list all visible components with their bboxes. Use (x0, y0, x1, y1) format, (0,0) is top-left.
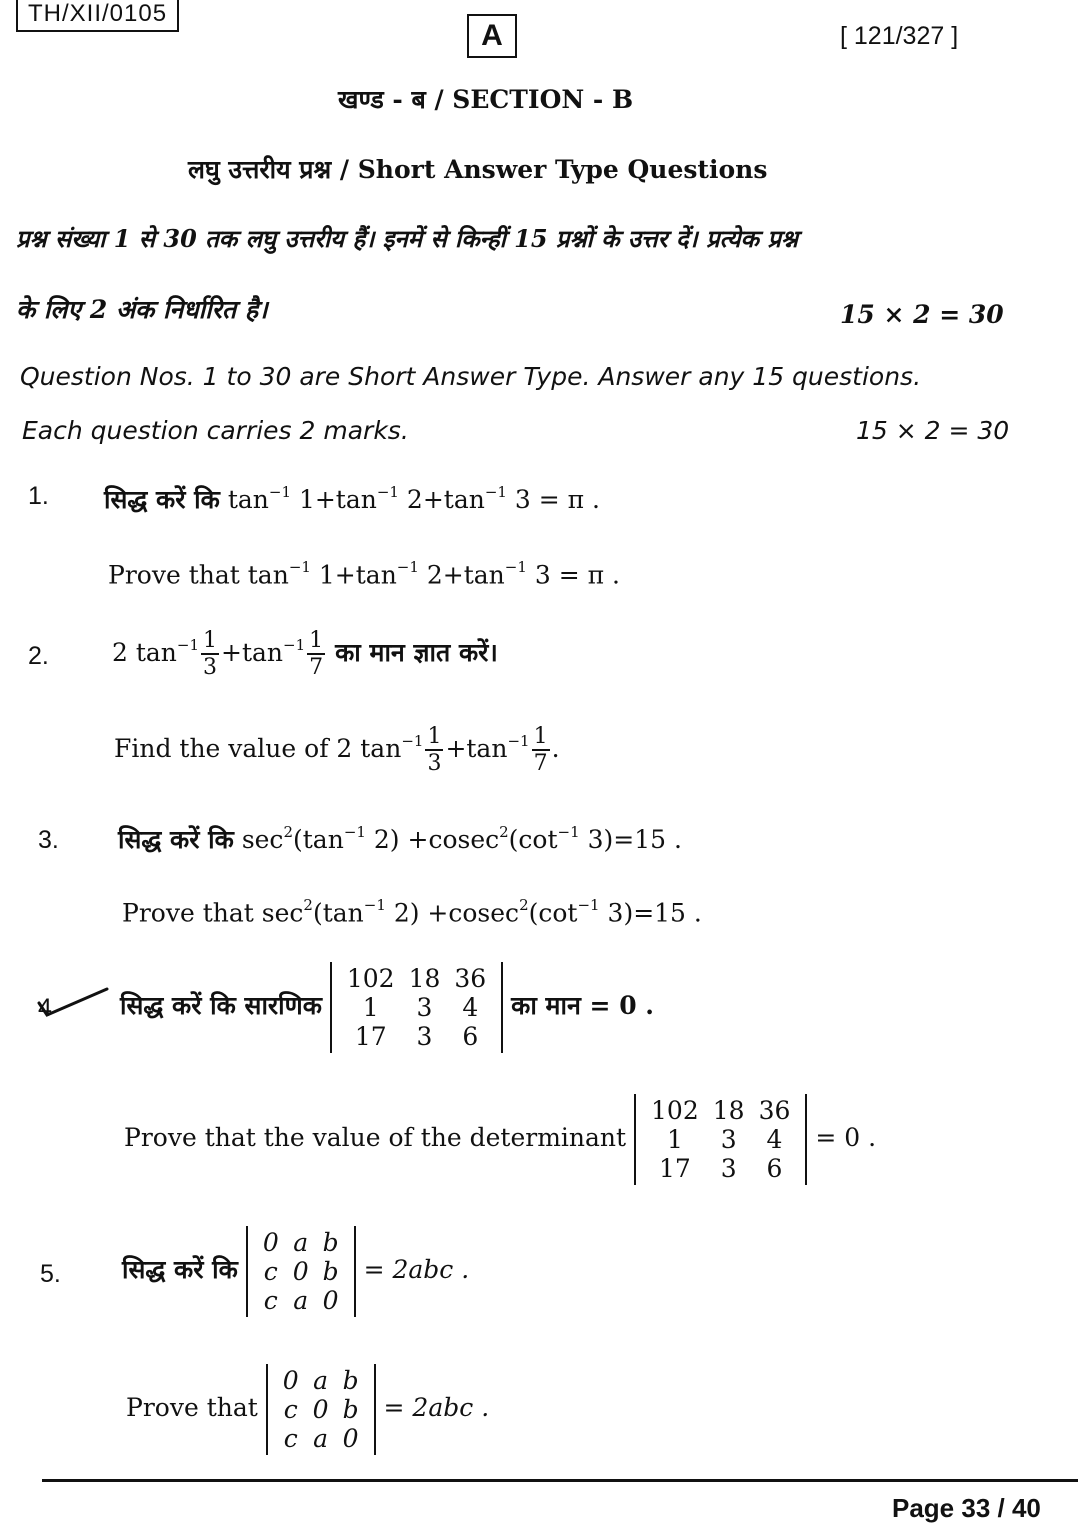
marks-english: 15 × 2 = 30 (856, 416, 1010, 445)
question-number: 3. (38, 826, 59, 854)
english-prefix: Prove that (108, 560, 240, 590)
fraction: $\frac{1}{3}$ (203, 628, 218, 680)
instruction-english-line1: Question Nos. 1 to 30 are Short Answer Type. Answer any 15 questions. (20, 362, 922, 391)
result: = 2abc . (363, 1255, 470, 1284)
question-number: 2. (28, 642, 49, 670)
question-4-hindi (120, 962, 654, 1053)
question-1-hindi: सिद्ध करें कि $\tan^{-1} 1+\tan^{-1}$ $2+\tan^{-1}$ 3 = π . (104, 482, 600, 514)
question-2-hindi: 2 $\tan^{-1}$ $\frac{1}{3}$ $+\tan^{-1}$ $\frac{1}{7}$ का मान ज्ञात करें। (112, 628, 498, 680)
question-1-english: Prove that $\tan^{-1} 1+\tan^{-1}$ $2+\tan^{-1}$ 3 = π . (108, 558, 620, 590)
marks-hindi: 15 × 2 = 30 (840, 300, 1004, 329)
fraction: $\frac{1}{3}$ (427, 724, 442, 776)
fraction: $\frac{1}{7}$ (309, 628, 324, 680)
english-prefix: Find the value of (114, 734, 329, 763)
english-prefix: Prove that (126, 1393, 258, 1422)
page-number: Page 33 / 40 (892, 1493, 1041, 1523)
sub-title: लघु उत्तरीय प्रश्न / Short Answer Type Questions (188, 155, 768, 184)
question-number: 5. (40, 1260, 61, 1288)
determinant: 102 18 36 1 3 4 17 3 6 (330, 962, 503, 1053)
english-prefix: Prove that the value of the determinant (124, 1123, 627, 1152)
question-number: 1. (28, 482, 49, 510)
english-prefix: Prove that (122, 898, 254, 928)
question-number: 4 (38, 994, 52, 1022)
hindi-suffix: का मान ज्ञात करें। (335, 638, 498, 667)
english-suffix: = 0 . (815, 1123, 877, 1152)
instruction-english-line2: Each question carries 2 marks. (22, 416, 409, 445)
hindi-prefix: सिद्ध करें कि (122, 1255, 238, 1284)
question-5-english (126, 1364, 489, 1455)
footer-divider (42, 1479, 1078, 1482)
determinant: 0 a b c 0 b c a 0 (246, 1226, 356, 1317)
instruction-hindi-line1: प्रश्न संख्या 1 से 30 तक लघु उत्तरीय हैं। इनमें से किन्हीं 15 प्रश्नों के उत्तर दें। प्रत्येक प्रश्न (16, 224, 798, 253)
hindi-prefix: सिद्ध करें कि सारणिक (120, 991, 322, 1020)
hindi-prefix: सिद्ध करें कि (118, 825, 234, 854)
fraction: $\frac{1}{7}$ (533, 724, 548, 776)
question-2-english: Find the value of 2 $\tan^{-1}$ $\frac{1}{3}$ $+\tan^{-1}$ $\frac{1}{7}$ . (114, 724, 560, 776)
section-title: खण्ड - ब / SECTION - B (338, 85, 634, 114)
result: = 2abc . (383, 1393, 490, 1422)
determinant: 102 18 36 1 3 4 17 3 6 (634, 1094, 807, 1185)
page-range: [ 121/327 ] (840, 22, 959, 50)
question-3-english: Prove that $\sec^2(\tan^{-1}$ $2) +cosec^2(\cot^{-1}$ 3)=15 . (122, 896, 702, 928)
question-5-hindi (122, 1226, 469, 1317)
hindi-prefix: सिद्ध करें कि (104, 485, 220, 514)
determinant: 0 a b c 0 b c a 0 (266, 1364, 376, 1455)
question-3-hindi: सिद्ध करें कि $\sec^2(\tan^{-1}$ $2) +cosec^2(\cot^{-1}$ 3)=15 . (118, 822, 682, 854)
set-label: A (467, 14, 517, 58)
instruction-hindi-line2: के लिए 2 अंक निर्धारित है। (16, 295, 268, 324)
hindi-suffix: का मान = 0 . (511, 991, 655, 1020)
paper-code: TH/XII/0105 (16, 0, 179, 32)
question-4-english (124, 1094, 876, 1185)
